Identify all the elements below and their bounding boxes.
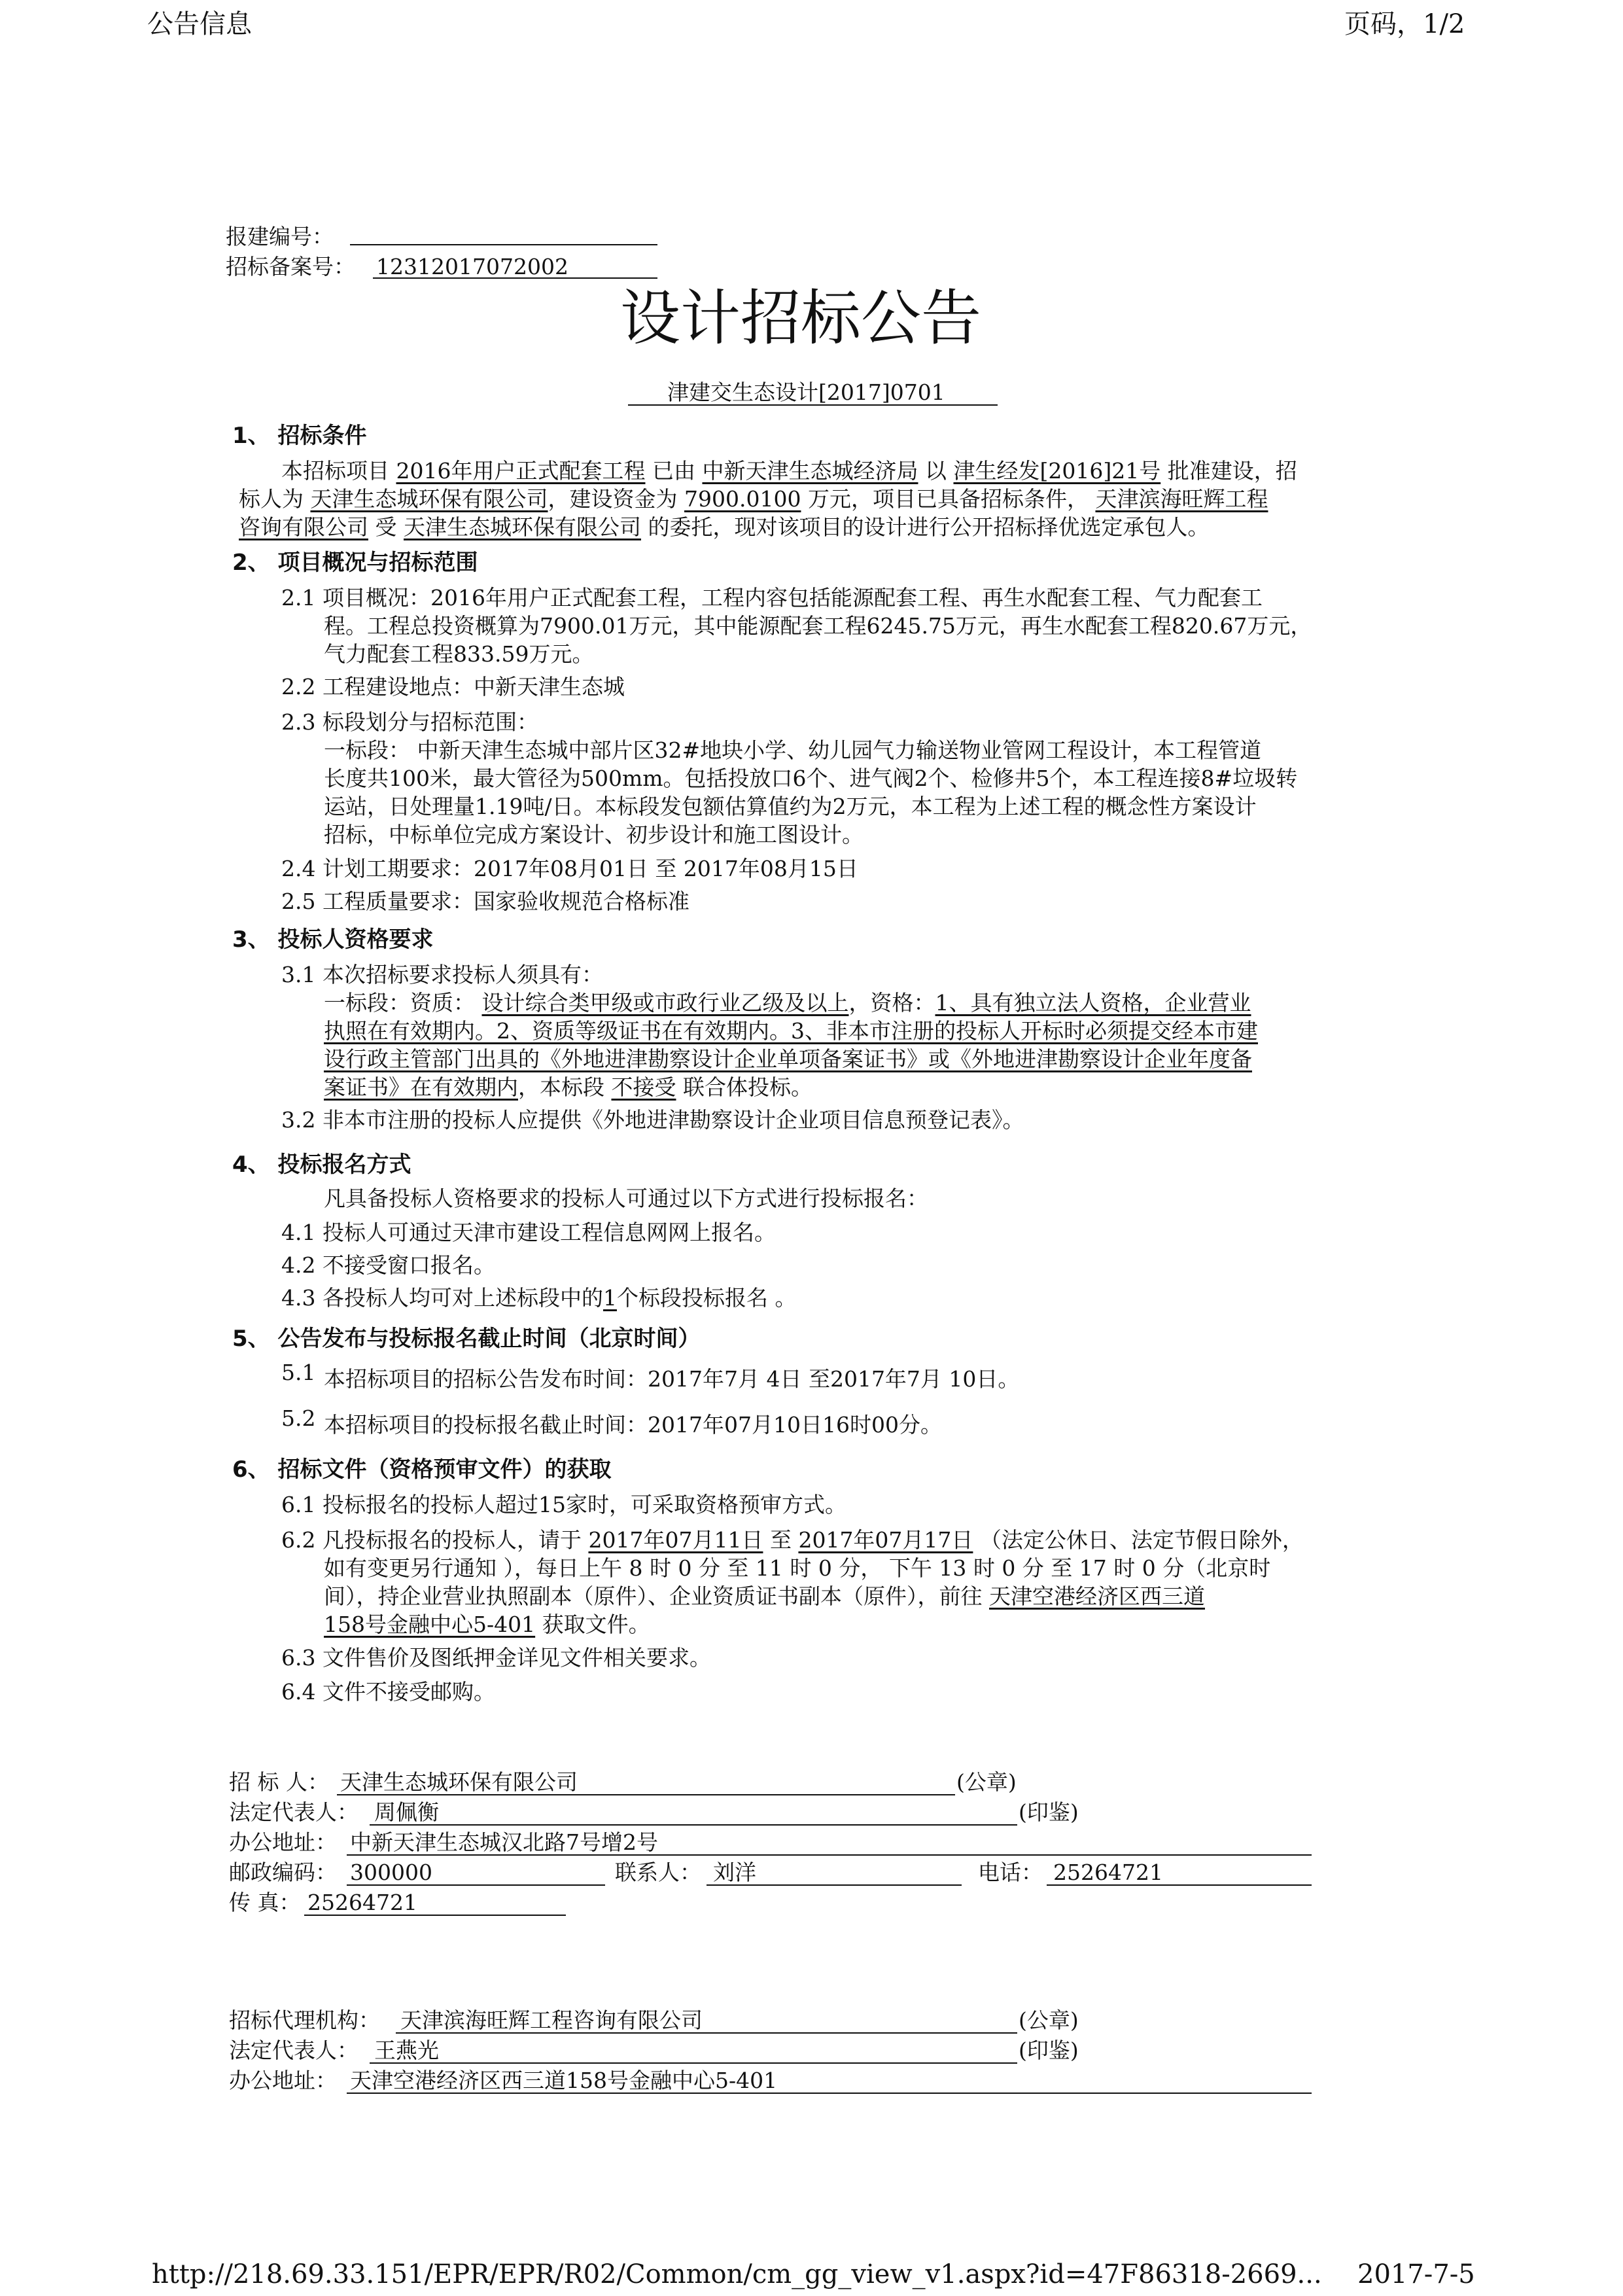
s6-2-line-4: 158号金融中心5-401 获取文件。 xyxy=(324,1612,650,1637)
agency-seal: (公章) xyxy=(1019,2007,1079,2033)
s3-1-title: 3.1 本次招标要求投标人须具有： xyxy=(281,962,603,987)
tenderer-name-line xyxy=(337,1794,955,1795)
s5-2: 本招标项目的投标报名截止时间：2017年07月10日16时00分。 xyxy=(324,1412,942,1438)
footer-date: 2017-7-5 xyxy=(1357,2259,1475,2289)
s6-2-line-3: 间），持企业营业执照副本（原件）、企业资质证书副本（原件），前往 天津空港经济区西三道 xyxy=(324,1583,1205,1609)
s2-3-line-4: 招标，中标单位完成方案设计、初步设计和施工图设计。 xyxy=(324,822,864,847)
s4-1: 4.1 投标人可通过天津市建设工程信息网网上报名。 xyxy=(281,1220,776,1245)
tenderer-contact-line xyxy=(707,1884,962,1886)
tenderer-tel-line xyxy=(1047,1884,1312,1886)
agency-name: 天津滨海旺辉工程咨询有限公司 xyxy=(400,2007,703,2033)
doc-number: 津建交生态设计[2017]0701 xyxy=(667,380,945,405)
tenderer-contact-label: 联系人： xyxy=(615,1860,701,1885)
doc-number-line xyxy=(628,404,998,406)
tenderer-stamp: (印鉴) xyxy=(1019,1799,1079,1825)
s6-4: 6.4 文件不接受邮购。 xyxy=(281,1679,495,1704)
s3-2: 3.2 非本市注册的投标人应提供《外地进津勘察设计企业项目信息预登记表》。 xyxy=(281,1107,1024,1133)
header-left: 公告信息 xyxy=(147,9,252,39)
form-no-label: 报建编号： xyxy=(226,224,334,249)
s2-1-line-3: 气力配套工程833.59万元。 xyxy=(324,641,594,667)
agency-addr-line xyxy=(347,2093,1312,2094)
section-4-heading: 4、 投标报名方式 xyxy=(232,1152,411,1178)
agency-rep-label: 法定代表人： xyxy=(229,2038,358,2063)
tenderer-name: 天津生态城环保有限公司 xyxy=(340,1769,578,1795)
agency-name-line xyxy=(396,2032,1017,2034)
form-no-line xyxy=(350,244,657,245)
s2-3-line-3: 运站，日处理量1.19吨/日。本标段发包额估算值约为2万元，本工程为上述工程的概念性方案设计 xyxy=(324,794,1257,819)
tenderer-tel-label: 电话： xyxy=(978,1860,1043,1885)
tenderer-zip: 300000 xyxy=(350,1860,432,1885)
s2-5: 2.5 工程质量要求：国家验收规范合格标准 xyxy=(281,889,689,914)
tenderer-tel: 25264721 xyxy=(1053,1860,1163,1885)
agency-addr-label: 办公地址： xyxy=(229,2068,337,2093)
s5-1-number: 5.1 xyxy=(281,1360,316,1385)
tenderer-rep-label: 法定代表人： xyxy=(229,1799,358,1825)
record-no-value: 12312017072002 xyxy=(376,254,568,279)
agency-stamp: (印鉴) xyxy=(1019,2038,1079,2063)
tenderer-rep-line xyxy=(370,1824,1017,1826)
tenderer-seal: (公章) xyxy=(956,1769,1017,1795)
section-1-heading: 1、 招标条件 xyxy=(232,423,367,449)
agency-rep: 王燕光 xyxy=(374,2038,439,2063)
s2-3-line-2: 长度共100米，最大管径为500mm。包括投放口6个、进气阀2个、检修井5个，本工程连接8#垃圾转 xyxy=(324,766,1298,791)
s2-1-line-1: 2.1 项目概况：2016年用户正式配套工程，工程内容包括能源配套工程、再生水配套工程、气力配套工 xyxy=(281,585,1263,610)
record-no-label: 招标备案号： xyxy=(226,254,355,279)
tenderer-zip-label: 邮政编码： xyxy=(229,1860,337,1885)
section-2-heading: 2、 项目概况与招标范围 xyxy=(232,550,478,576)
s3-1-line-1: 一标段：资质： 设计综合类甲级或市政行业乙级及以上，资格：1、具有独立法人资格，企业营业 xyxy=(324,990,1251,1016)
s5-1: 本招标项目的招标公告发布时间：2017年7月 4日 至2017年7月 10日。 xyxy=(324,1366,1020,1392)
s6-2-line-2: 如有变更另行通知 ），每日上午 8 时 0 分 至 11 时 0 分， 下午 13 时 0 分 至 17 时 0 分（北京时 xyxy=(324,1555,1271,1581)
tenderer-contact: 刘洋 xyxy=(713,1860,756,1885)
s2-1-line-2: 程。工程总投资概算为7900.01万元，其中能源配套工程6245.75万元，再生水配套工程820.67万元， xyxy=(324,613,1312,639)
s3-1-line-2: 执照在有效期内。2、资质等级证书在有效期内。3、非本市注册的投标人开标时必须提交经本市建 xyxy=(324,1018,1258,1044)
s1-line-1: 本招标项目 2016年用户正式配套工程 已由 中新天津生态城经济局 以 津生经发[2016]21号 批准建设，招 xyxy=(281,458,1297,484)
s4-3: 4.3 各投标人均可对上述标段中的1个标段投标报名 。 xyxy=(281,1285,797,1311)
tenderer-zip-line xyxy=(347,1884,605,1886)
agency-rep-line xyxy=(370,2062,1017,2064)
tenderer-fax: 25264721 xyxy=(307,1890,417,1915)
s2-3-title: 2.3 标段划分与招标范围： xyxy=(281,709,538,735)
tenderer-addr-label: 办公地址： xyxy=(229,1829,337,1855)
page-title: 设计招标公告 xyxy=(620,283,982,353)
s4-intro: 凡具备投标人资格要求的投标人可通过以下方式进行投标报名： xyxy=(324,1186,928,1211)
s6-1: 6.1 投标报名的投标人超过15家时，可采取资格预审方式。 xyxy=(281,1492,846,1517)
s4-2: 4.2 不接受窗口报名。 xyxy=(281,1252,495,1278)
tenderer-addr: 中新天津生态城汉北路7号增2号 xyxy=(350,1829,658,1855)
page-number: 页码，1/2 xyxy=(1344,9,1465,39)
tenderer-addr-line xyxy=(347,1854,1312,1856)
s6-3: 6.3 文件售价及图纸押金详见文件相关要求。 xyxy=(281,1645,711,1670)
s3-1-line-3: 设行政主管部门出具的《外地进津勘察设计企业单项备案证书》或《外地进津勘察设计企业年度备 xyxy=(324,1046,1252,1072)
s3-1-line-4: 案证书》在有效期内，本标段 不接受 联合体投标。 xyxy=(324,1074,812,1100)
tenderer-rep: 周佩衡 xyxy=(374,1799,439,1825)
s1-line-3: 咨询有限公司 受 天津生态城环保有限公司 的委托，现对该项目的设计进行公开招标择优选定承包人。 xyxy=(239,514,1210,540)
section-6-heading: 6、 招标文件（资格预审文件）的获取 xyxy=(232,1457,612,1483)
tenderer-fax-line xyxy=(304,1915,566,1916)
section-5-heading: 5、 公告发布与投标报名截止时间（北京时间） xyxy=(232,1326,701,1352)
s2-4: 2.4 计划工期要求：2017年08月01日 至 2017年08月15日 xyxy=(281,856,858,881)
tenderer-fax-label: 传 真： xyxy=(229,1890,301,1915)
footer-url: http://218.69.33.151/EPR/EPR/R02/Common/cm_gg_view_v1.aspx?id=47F86318-2669... xyxy=(152,2259,1322,2289)
section-3-heading: 3、 投标人资格要求 xyxy=(232,927,434,953)
s2-2: 2.2 工程建设地点：中新天津生态城 xyxy=(281,674,625,699)
s2-3-line-1: 一标段： 中新天津生态城中部片区32#地块小学、幼儿园气力输送物业管网工程设计，本工程管道 xyxy=(324,737,1262,763)
agency-name-label: 招标代理机构： xyxy=(229,2007,380,2033)
agency-addr: 天津空港经济区西三道158号金融中心5-401 xyxy=(350,2068,778,2093)
s1-line-2: 标人为 天津生态城环保有限公司，建设资金为 7900.0100 万元，项目已具备招标条件， 天津滨海旺辉工程 xyxy=(239,486,1268,512)
s6-2-line-1: 6.2 凡投标报名的投标人，请于 2017年07月11日 至 2017年07月17日 （法定公休日、法定节假日除外， xyxy=(281,1527,1304,1553)
tenderer-name-label: 招 标 人： xyxy=(229,1769,329,1795)
record-no-line xyxy=(373,277,657,279)
s5-2-number: 5.2 xyxy=(281,1405,316,1431)
